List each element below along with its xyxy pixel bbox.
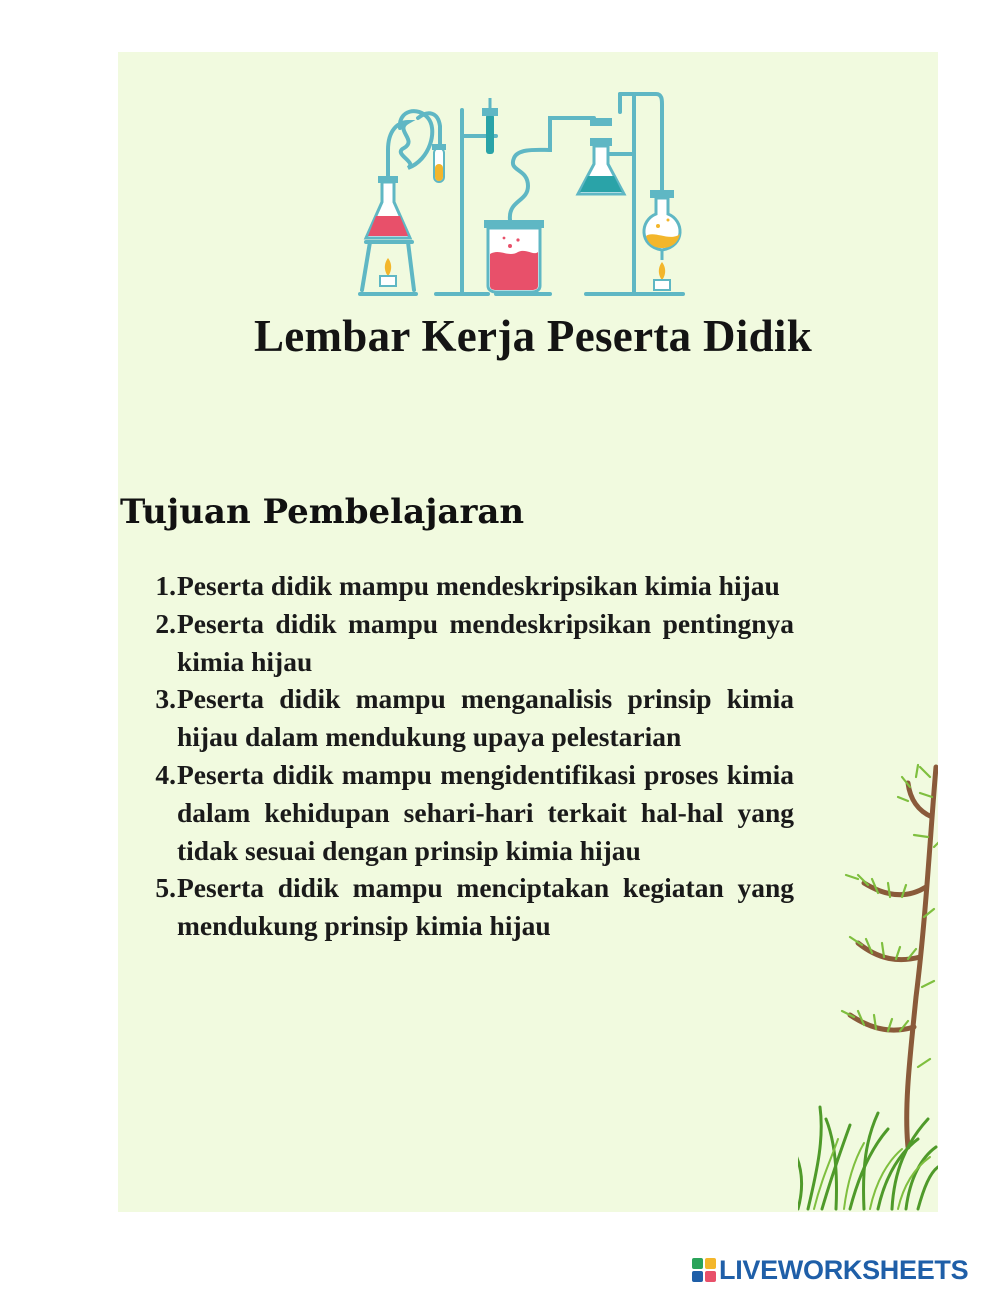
- learning-objectives-list: [148, 567, 794, 945]
- objective-item: [148, 605, 794, 681]
- page-title: Lembar Kerja Peserta Didik: [253, 311, 813, 361]
- objective-text: Peserta didik mampu mendeskripsikan pentingnya kimia hijau: [177, 607, 794, 677]
- brand-name: LIVEWORKSHEETS: [719, 1254, 969, 1285]
- objective-text: Peserta didik mampu menganalisis prinsip kimia hijau dalam mendukung upaya pelestarian: [177, 683, 794, 753]
- tree-branch-illustration: [798, 747, 938, 1212]
- objective-item: [148, 756, 794, 869]
- section-heading: Tujuan Pembelajaran: [120, 492, 525, 532]
- objective-number: 4.: [155, 758, 176, 790]
- objective-item: [148, 680, 794, 756]
- objective-text: Peserta didik mampu menciptakan kegiatan yang mendukung prinsip kimia hijau: [177, 872, 794, 942]
- objective-text: Peserta didik mampu mengidentifikasi proses kimia dalam kehidupan sehari-hari terkait hal-hal yang tidak sesuai dengan prinsip kimia hijau: [177, 758, 794, 866]
- objective-number: 5.: [155, 872, 176, 904]
- objective-text: Peserta didik mampu mendeskripsikan kimia hijau: [177, 570, 780, 601]
- objective-number: 2.: [155, 607, 176, 639]
- objective-number: 1.: [155, 570, 176, 601]
- objective-number: 3.: [155, 683, 176, 715]
- objective-item: [148, 567, 794, 605]
- lab-equipment-illustration: [358, 90, 688, 300]
- objective-item: [148, 869, 794, 945]
- liveworksheets-logo-icon: [692, 1258, 716, 1282]
- worksheet-page: [118, 52, 938, 1212]
- liveworksheets-branding: [692, 1255, 968, 1285]
